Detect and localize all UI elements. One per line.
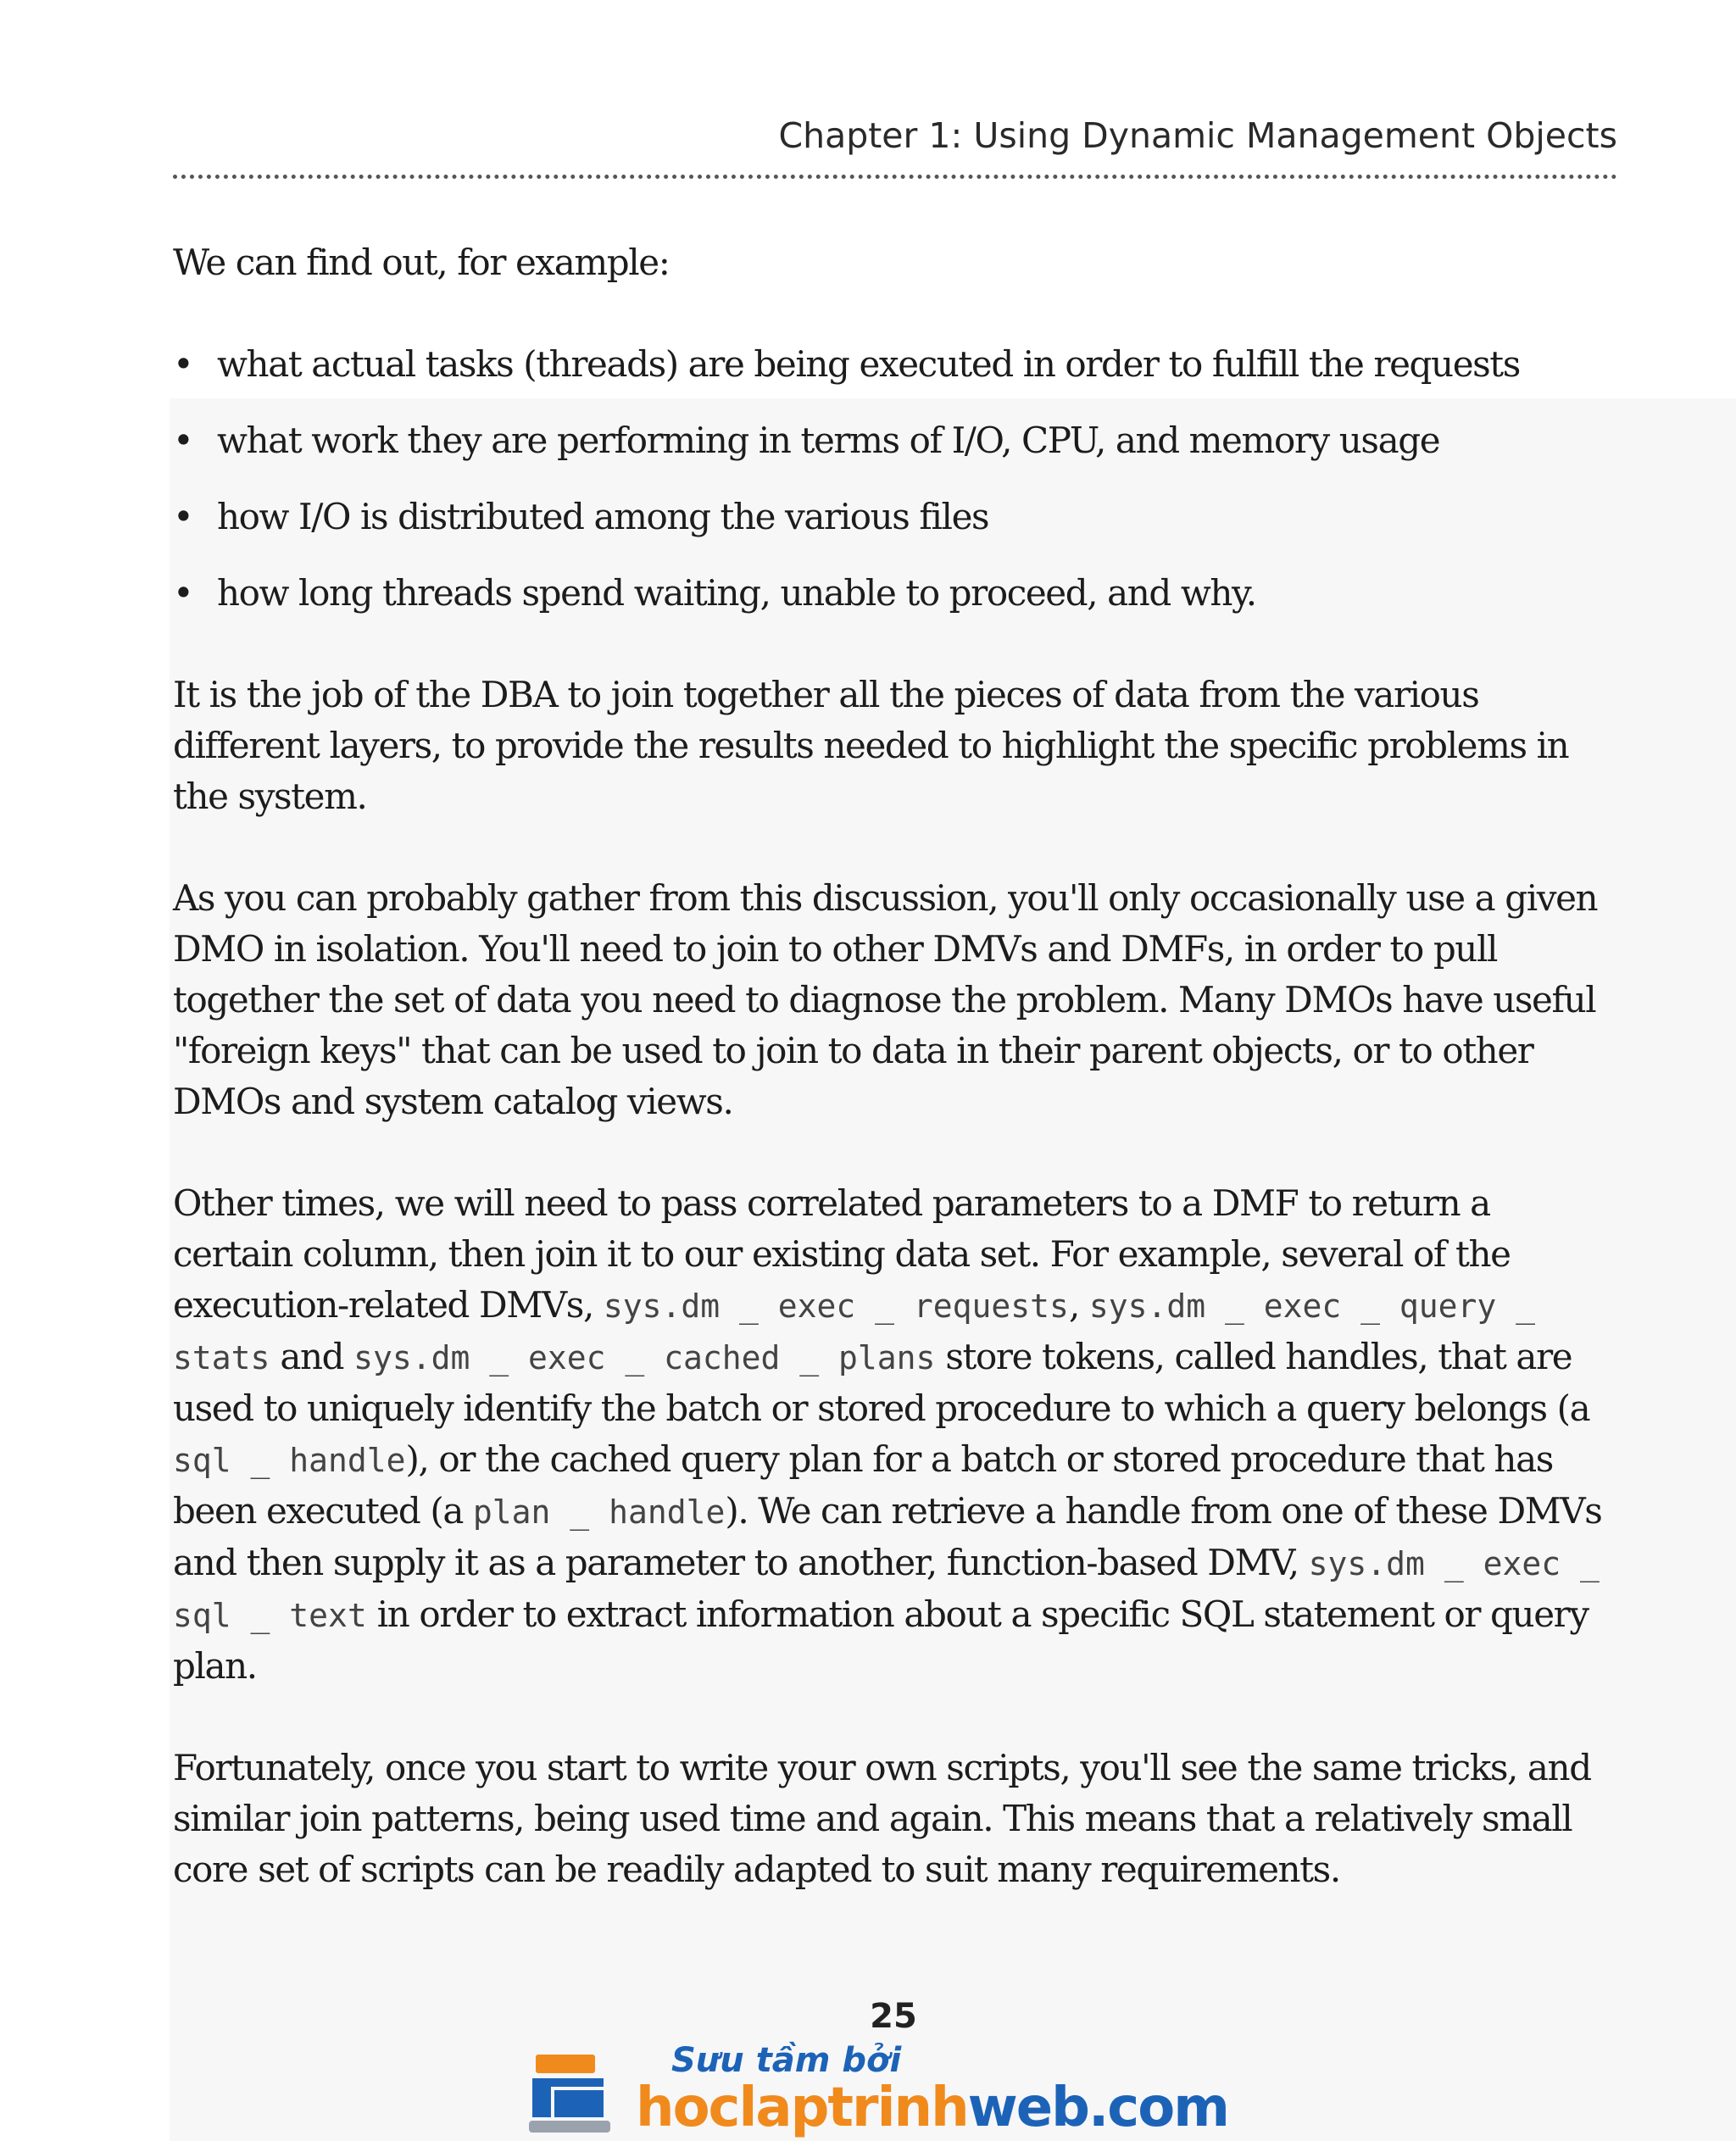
watermark-logo [529, 2041, 1228, 2141]
code-dm-exec-cached-plans: sys.dm _ exec _ cached _ plans [353, 1339, 936, 1376]
list-item [173, 568, 1617, 619]
list-item [173, 492, 1617, 542]
text-run: in order to extract information about a specific SQL statement or query plan. [173, 1593, 1589, 1687]
text-run: store tokens, called handles, that are used to uniquely identify the batch or stored procedure to which a query belongs (a [173, 1336, 1590, 1429]
list-item [173, 415, 1617, 466]
watermark-site [636, 2078, 1228, 2138]
code-plan-handle: plan _ handle [472, 1493, 726, 1531]
paragraph-dmo-isolation: As you can probably gather from this discussion, you'll only occasionally use a given DMO in isolation. You'll need to join to other DMVs and DMFs, in order to pull together the set of data you need to diagnose the problem. Many DMOs have useful "foreign keys" that can be used to join to data in their parent objects, or to other DMOs and system catalog views. [173, 877, 1598, 1122]
body-text [173, 237, 1617, 1895]
paragraph-dba-job: It is the job of the DBA to join together all the pieces of data from the various different layers, to provide the results needed to highlight the specific problems in the system. [173, 674, 1569, 817]
code-dm-exec-query-stats: sys.dm _ exec _ query _ stats [173, 1287, 1536, 1376]
page-number: 25 [870, 1997, 917, 2036]
intro-paragraph: We can find out, for example: [173, 242, 670, 283]
paragraph-scripts: Fortunately, once you start to write your own scripts, you'll see the same tricks, and similar join patterns, being used time and again. This means that a relatively small core set of scripts can be readily adapted to suit many requirements. [173, 1747, 1591, 1890]
text-run: Other times, we will need to pass correlated parameters to a DMF to return a certain column, then join it to our existing data set. For example, several of the execution-related DMVs, [173, 1182, 1511, 1326]
laptop-logo-icon [529, 2053, 622, 2138]
running-header: Chapter 1: Using Dynamic Management Objects [778, 115, 1617, 156]
header-dotted-rule [173, 175, 1617, 179]
list-item-text: how I/O is distributed among the various files [217, 496, 989, 537]
code-sql-handle: sql _ handle [173, 1442, 406, 1479]
watermark-site-part2: web.com [967, 2077, 1228, 2139]
text-run: ). We can retrieve a handle from one of these DMVs and then supply it as a parameter to another, function-based DMV, [173, 1490, 1602, 1583]
list-item-text: what work they are performing in terms of I/O, CPU, and memory usage [217, 420, 1440, 461]
bullet-icon: • [173, 572, 193, 614]
list-item-text: how long threads spend waiting, unable to proceed, and why. [217, 572, 1256, 614]
text-run: , [1068, 1284, 1089, 1326]
bullet-icon: • [173, 343, 193, 385]
code-dm-exec-sql-text: sys.dm _ exec _ sql _ text [173, 1545, 1600, 1634]
text-run: and [270, 1336, 354, 1377]
paragraph-correlated-parameters [173, 1178, 1617, 1692]
list-item [173, 339, 1617, 390]
bullet-list [173, 339, 1617, 619]
code-dm-exec-requests: sys.dm _ exec _ requests [603, 1287, 1069, 1325]
list-item-text: what actual tasks (threads) are being executed in order to fulfill the requests [217, 343, 1520, 385]
bullet-icon: • [173, 496, 193, 537]
bullet-icon: • [173, 420, 193, 461]
watermark-site-part1: hoclaptrinh [636, 2077, 968, 2139]
text-run: ), or the cached query plan for a batch or stored procedure that has been executed (a [173, 1438, 1553, 1532]
watermark-tagline: Sưu tầm bởi [671, 2041, 902, 2080]
